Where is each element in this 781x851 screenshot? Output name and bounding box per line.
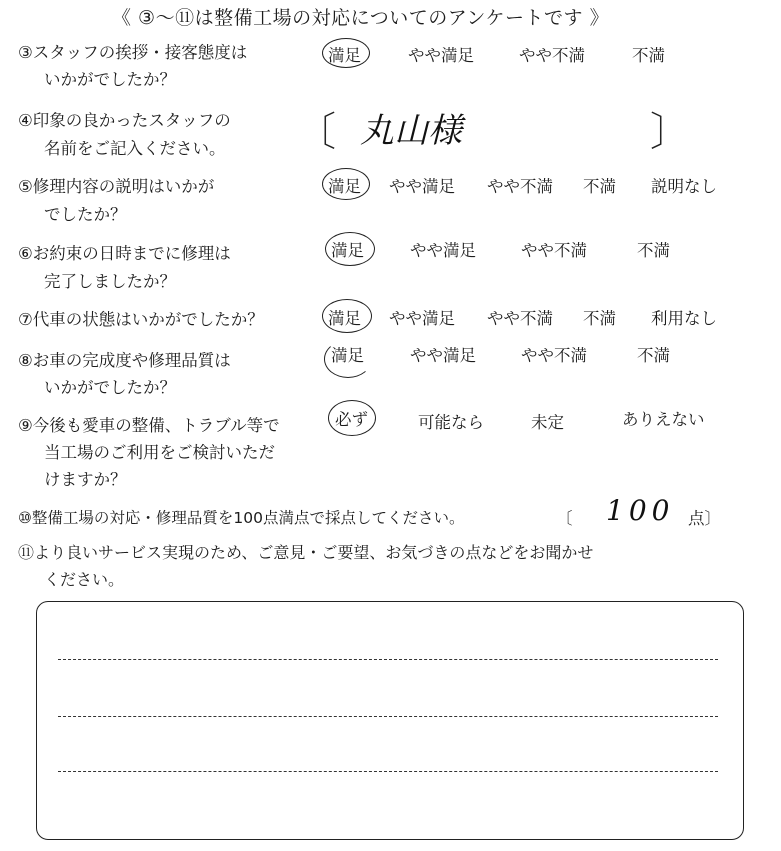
q7-option-satisfied[interactable]: 満足 [328,309,361,328]
q4-bracket-close: 〕 [650,109,690,155]
q8-option-dissatisfied[interactable]: 不満 [637,346,670,365]
question-6-line2: 完了しましたか？ [44,272,176,291]
q8-option-satisfied[interactable]: 満足 [331,346,364,365]
q8-selected-circle [324,340,372,378]
q3-option-satisfied[interactable]: 満足 [328,46,361,65]
comment-line-3 [58,771,718,772]
q6-option-somewhat-dissatisfied[interactable]: やや不満 [521,241,587,260]
question-3-line2: いかがでしたか？ [44,70,176,89]
question-9-line3: けますか？ [44,470,127,489]
q7-option-somewhat-satisfied[interactable]: やや満足 [389,309,455,328]
q9-option-unlikely[interactable]: ありえない [622,410,705,429]
q6-option-somewhat-satisfied[interactable]: やや満足 [410,241,476,260]
q7-option-not-used[interactable]: 利用なし [651,309,717,328]
q4-bracket-open: 〔 [296,109,336,155]
question-5-line2: でしたか？ [44,205,127,224]
question-11-line2: ください。 [44,570,125,589]
q9-option-if-possible[interactable]: 可能なら [418,413,484,432]
q5-option-somewhat-satisfied[interactable]: やや満足 [389,177,455,196]
q6-option-satisfied[interactable]: 満足 [331,241,364,260]
q9-option-definitely[interactable]: 必ず [335,410,368,429]
question-9-line1: ⑨今後も愛車の整備、トラブル等で [18,416,280,435]
q6-selected-circle [325,232,375,266]
question-6-line1: ⑥お約束の日時までに修理は [18,244,231,263]
comment-box[interactable] [36,601,744,840]
question-8-line1: ⑧お車の完成度や修理品質は [18,351,231,370]
q3-option-somewhat-dissatisfied[interactable]: やや不満 [519,46,585,65]
q3-selected-circle [322,38,370,68]
comment-line-1 [58,659,718,660]
q5-option-dissatisfied[interactable]: 不満 [583,177,616,196]
comment-line-2 [58,716,718,717]
q7-option-dissatisfied[interactable]: 不満 [583,309,616,328]
question-5-line1: ⑤修理内容の説明はいかが [18,177,215,196]
question-8-line2: いかがでしたか？ [44,378,176,397]
question-7-line1: ⑦代車の状態はいかがでしたか？ [18,310,264,329]
q9-option-undecided[interactable]: 未定 [531,413,564,432]
q10-unit-points: 点〕 [688,509,721,528]
question-10-text: ⑩整備工場の対応・修理品質を100点満点で採点してください。 [18,509,465,527]
q7-option-somewhat-dissatisfied[interactable]: やや不満 [487,309,553,328]
q3-option-somewhat-satisfied[interactable]: やや満足 [408,46,474,65]
q8-option-somewhat-satisfied[interactable]: やや満足 [410,346,476,365]
q5-option-satisfied[interactable]: 満足 [328,177,361,196]
q6-option-dissatisfied[interactable]: 不満 [637,241,670,260]
q7-selected-circle [322,299,372,333]
q10-handwritten-score[interactable]: 100 [606,494,675,527]
q9-selected-circle [328,400,376,436]
q5-option-no-explanation[interactable]: 説明なし [651,177,717,196]
q4-handwritten-name[interactable]: 丸山様 [360,111,462,151]
q8-option-somewhat-dissatisfied[interactable]: やや不満 [521,346,587,365]
survey-title: 《 ③～⑪は整備工場の対応についてのアンケートです 》 [112,7,610,29]
question-11-line1: ⑪より良いサービス実現のため、ご意見・ご要望、お気づきの点などをお聞かせ [18,543,594,562]
q10-bracket-open: 〔 [556,509,573,528]
q5-selected-circle [322,168,370,200]
q3-option-dissatisfied[interactable]: 不満 [632,46,665,65]
q5-option-somewhat-dissatisfied[interactable]: やや不満 [487,177,553,196]
question-9-line2: 当工場のご利用をご検討いただ [44,443,275,462]
question-3-line1: ③スタッフの挨拶・接客態度は [18,43,248,62]
question-4-line1: ④印象の良かったスタッフの [18,111,231,130]
question-4-line2: 名前をご記入ください。 [44,139,226,158]
